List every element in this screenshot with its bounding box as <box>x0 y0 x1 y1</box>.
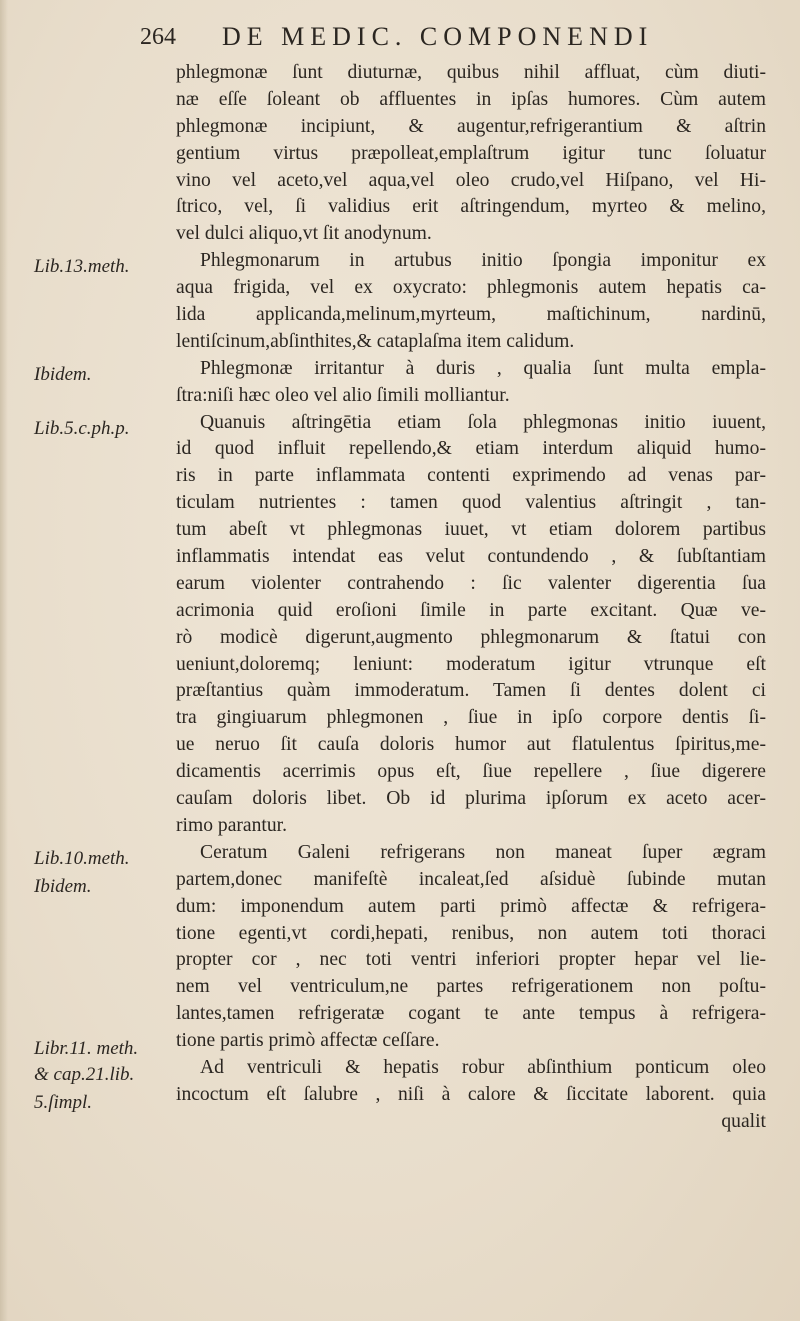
text-line: nem vel ventriculum,ne partes refrigerationem non poſtu- <box>176 976 766 998</box>
margin-note: & cap.21.lib. <box>34 1064 135 1085</box>
text-line: rimo parantur. <box>176 814 287 836</box>
text-line: tione egenti,vt cordi,hepati, renibus, non autem toti thoraci <box>176 922 766 944</box>
margin-note: Lib.10.meth. <box>34 848 130 869</box>
text-line: dum: imponendum autem parti primò affectæ & refrigera- <box>176 895 766 917</box>
paragraph-start-line: Quanuis aſtringētia etiam ſola phlegmonas initio iuuent, <box>200 411 766 433</box>
text-line: ſtra:niſi hæc oleo vel alio ſimili molliantur. <box>176 384 510 406</box>
running-title: DE MEDIC. COMPONENDI <box>222 22 654 51</box>
text-line: acrimonia quid eroſioni ſimile in parte excitant. Quæ ve- <box>176 599 766 621</box>
text-line: lentiſcinum,abſinthites,& cataplaſma item calidum. <box>176 330 575 352</box>
page-gutter-shadow <box>0 0 8 1321</box>
margin-note: Libr.11. meth. <box>34 1038 139 1059</box>
margin-note: 5.ſimpl. <box>34 1092 93 1113</box>
page-number: 264 <box>140 24 176 50</box>
text-line: phlegmonæ incipiunt, & augentur,refrigerantium & aſtrin <box>176 115 766 137</box>
text-line: dicamentis acerrimis opus eſt, ſiue repellere , ſiue digerere <box>176 761 766 783</box>
text-line: earum violenter contrahendo : ſic valenter digerentia ſua <box>176 572 766 594</box>
text-line: rò modicè digerunt,augmento phlegmonarum & ſtatui con <box>176 626 766 648</box>
text-line: vino vel aceto,vel aqua,vel oleo crudo,vel Hiſpano, vel Hi- <box>176 169 766 191</box>
margin-note: Lib.5.c.ph.p. <box>34 418 130 439</box>
text-line: præſtantius quàm immoderatum. Tamen ſi dentes dolent ci <box>176 680 766 702</box>
text-line: aqua frigida, vel ex oxycrato: phlegmonis autem hepatis ca- <box>176 277 766 299</box>
catchword: qualit <box>721 1110 766 1132</box>
text-line: ſtrico, vel, ſi validius erit aſtringendum, myrteo & melino, <box>176 196 766 218</box>
text-line: phlegmonæ ſunt diuturnæ, quibus nihil affluat, cùm diuti- <box>176 62 766 83</box>
page-header <box>140 22 760 56</box>
text-line: ueniunt,doloremq; leniunt: moderatum igitur vtrunque eſt <box>176 653 766 675</box>
text-line: ue neruo ſit cauſa doloris humor aut flatulentus ſpiritus,me- <box>176 734 766 756</box>
text-line: id quod influit repellendo,& etiam interdum aliquid humo- <box>176 438 766 460</box>
paragraph-start-line: Phlegmonarum in artubus initio ſpongia imponitur ex <box>200 250 766 272</box>
text-line: propter cor , nec toti ventri inferiori propter hepar vel lie- <box>176 949 766 971</box>
margin-note: Ibidem. <box>34 364 92 385</box>
text-line: tra gingiuarum phlegmonen , ſiue in ipſo corpore dentis ſi- <box>176 707 766 729</box>
margin-note: Lib.13.meth. <box>34 256 130 277</box>
main-text-block <box>176 60 766 1136</box>
text-line: lida applicanda,melinum,myrteum, maſtichinum, nardinū, <box>176 304 766 326</box>
text-line: vel dulci aliquo,vt ſit anodynum. <box>176 223 432 245</box>
text-line: ris in parte inflammata contenti exprimendo ad venas par- <box>176 465 766 487</box>
text-line: ticulam nutrientes : tamen quod valentius aſtringit , tan- <box>176 492 766 514</box>
text-line: incoctum eſt ſalubre , niſi à calore & ſiccitate laborent. quia <box>176 1083 766 1105</box>
margin-note: Ibidem. <box>34 876 92 897</box>
text-line: cauſam doloris libet. Ob id plurima ipſorum ex aceto acer- <box>176 788 766 810</box>
text-line: næ eſſe ſoleant ob affluentes in ipſas humores. Cùm autem <box>176 88 766 110</box>
text-line: tione partis primò affectæ ceſſare. <box>176 1030 440 1052</box>
text-line: tum abeſt vt phlegmonas iuuet, vt etiam dolorem partibus <box>176 519 766 541</box>
text-line: inflammatis intendat eas velut contundendo , & ſubſtantiam <box>176 546 766 568</box>
text-line: partem,donec manifeſtè incaleat,ſed aſsiduè ſubinde mutan <box>176 868 766 890</box>
paragraph-start-line: Ceratum Galeni refrigerans non maneat ſuper ægram <box>200 841 766 863</box>
text-line: gentium virtus præpolleat,emplaſtrum igitur tunc ſoluatur <box>176 142 766 164</box>
paragraph-start-line: Phlegmonæ irritantur à duris , qualia ſunt multa empla- <box>200 357 766 379</box>
text-line: lantes,tamen refrigeratæ cogant te ante tempus à refrigera- <box>176 1003 766 1025</box>
paragraph-start-line: Ad ventriculi & hepatis robur abſinthium ponticum oleo <box>200 1056 766 1078</box>
